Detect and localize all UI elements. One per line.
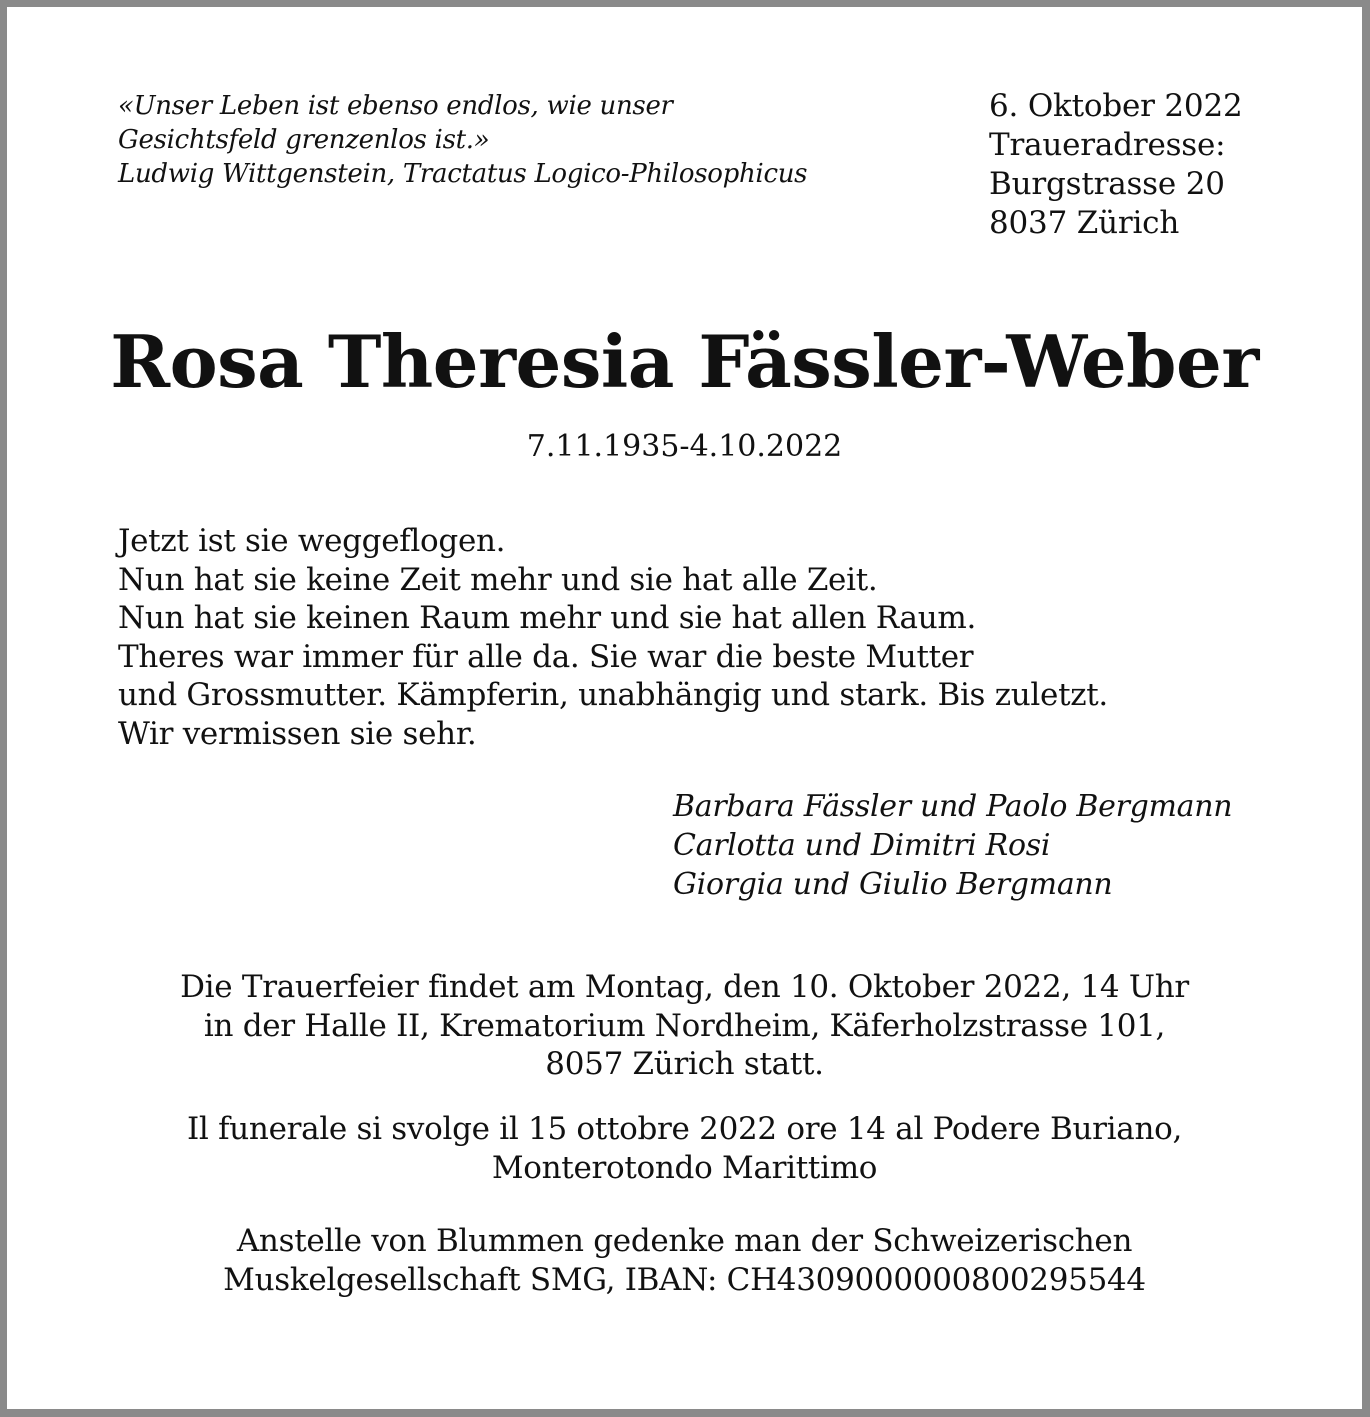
deceased-name: Rosa Theresia Fässler-Weber bbox=[110, 319, 1259, 404]
memorial-line: Theres war immer für alle da. Sie war die beste Mutter bbox=[118, 638, 974, 675]
memorial-text bbox=[118, 522, 1108, 754]
quote-attribution: Ludwig Wittgenstein, Tractatus Logico-Philosophicus bbox=[118, 159, 808, 189]
ceremony-line: Die Trauerfeier findet am Montag, den 10. Oktober 2022, 14 Uhr bbox=[180, 969, 1189, 1005]
mourner-names: Barbara Fässler und Paolo Bergmann bbox=[673, 789, 1233, 824]
ceremony-notice bbox=[7, 968, 1362, 1084]
funeral-line: Monterotondo Marittimo bbox=[491, 1149, 878, 1186]
mourning-address bbox=[989, 87, 1243, 243]
funeral-line: Il funerale si svolge il 15 ottobre 2022 ore 14 al Podere Buriano, bbox=[186, 1111, 1183, 1147]
address-street: Burgstrasse 20 bbox=[989, 166, 1225, 202]
memorial-line: Wir vermissen sie sehr. bbox=[118, 715, 477, 752]
mourner-names: Carlotta und Dimitri Rosi bbox=[673, 828, 1051, 863]
ceremony-line: in der Halle II, Krematorium Nordheim, Käferholzstrasse 101, bbox=[203, 1007, 1166, 1044]
quote-line: Gesichtsfeld grenzenlos ist.» bbox=[118, 125, 490, 155]
mourners-list bbox=[673, 787, 1232, 904]
memorial-line: Nun hat sie keine Zeit mehr und sie hat alle Zeit. bbox=[118, 561, 878, 598]
mourner-names: Giorgia und Giulio Bergmann bbox=[673, 867, 1113, 902]
notice-date: 6. Oktober 2022 bbox=[989, 88, 1243, 124]
address-city: 8037 Zürich bbox=[989, 205, 1180, 241]
ceremony-line: 8057 Zürich statt. bbox=[545, 1046, 824, 1082]
donation-line: Anstelle von Blummen gedenke man der Schweizerischen bbox=[236, 1223, 1133, 1259]
memorial-line: Jetzt ist sie weggeflogen. bbox=[118, 523, 506, 559]
obituary-notice bbox=[7, 7, 1362, 1409]
memorial-line: Nun hat sie keinen Raum mehr und sie hat allen Raum. bbox=[118, 600, 977, 637]
epigraph-quote bbox=[118, 89, 807, 191]
quote-line: «Unser Leben ist ebenso endlos, wie unser bbox=[118, 91, 673, 121]
donation-line: Muskelgesellschaft SMG, IBAN: CH4309000000800295544 bbox=[223, 1261, 1146, 1298]
memorial-line: und Grossmutter. Kämpferin, unabhängig und stark. Bis zuletzt. bbox=[118, 677, 1108, 714]
life-dates: 7.11.1935-4.10.2022 bbox=[526, 429, 843, 464]
donation-notice bbox=[7, 1222, 1362, 1299]
address-label: Traueradresse: bbox=[989, 127, 1226, 163]
funeral-notice bbox=[7, 1110, 1362, 1187]
